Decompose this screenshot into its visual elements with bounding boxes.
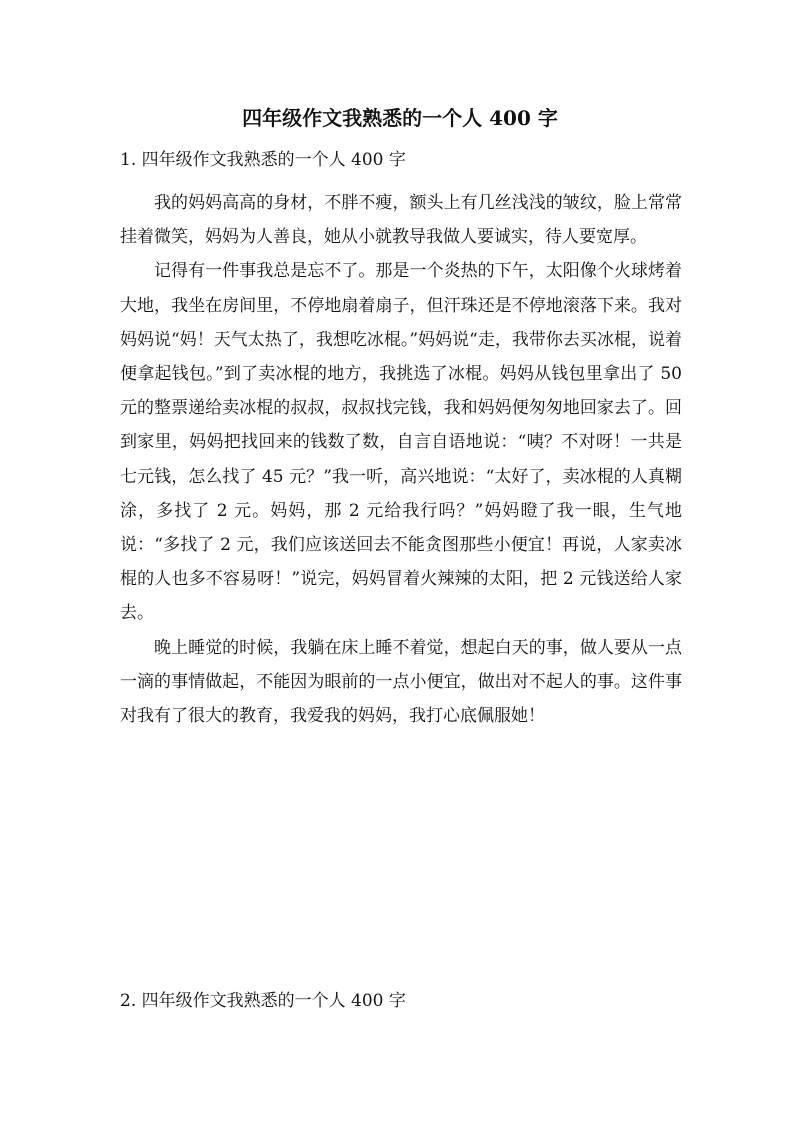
section-1-paragraph-1: 我的妈妈高高的身材，不胖不瘦，额头上有几丝浅浅的皱纹，脸上常常挂着微笑，妈妈为人善良，她从小就教导我做人要诚实，待人要宽厚。 [120,193,682,248]
section-1-heading: 1. 四年级作文我熟悉的一个人 400 字 [120,150,406,170]
document-title: 四年级作文我熟悉的一个人 400 字 [242,106,558,130]
section-2-heading: 2. 四年级作文我熟悉的一个人 400 字 [120,991,406,1011]
section-1-paragraph-3: 晚上睡觉的时候，我躺在床上睡不着觉，想起白天的事，做人要从一点一滴的事情做起，不能因为眼前的一点小便宜，做出对不起人的事。这件事对我有了很大的教育，我爱我的妈妈，我打心底佩服她！ [120,637,682,727]
section-1-body [120,186,682,733]
section-1-paragraph-2: 记得有一件事我总是忘不了。那是一个炎热的下午，太阳像个火球烤着大地，我坐在房间里，不停地扇着扇子，但汗珠还是不停地滚落下来。我对妈妈说“妈！天气太热了，我想吃冰棍。”妈妈说“走，我带你去买冰棍，说着便拿起钱包。”到了卖冰棍的地方，我挑选了冰棍。妈妈从钱包里拿出了 50 元的整票递给卖冰棍的叔叔，叔叔找完钱，我和妈妈便匆匆地回家去了。回到家里，妈妈把找回来的钱数了数，自言自语地说：“咦？不对呀！一共是七元钱，怎么找了 45 元？”我一听，高兴地说：“太好了，卖冰棍的人真糊涂，多找了 2 元。妈妈，那 2 元给我行吗？”妈妈瞪了我一眼，生气地说：“多找了 2 元，我们应该送回去不能贪图那些小便宜！再说，人家卖冰棍的人也多不容易呀！”说完，妈妈冒着火辣辣的太阳，把 2 元钱送给人家去。 [120,261,682,624]
